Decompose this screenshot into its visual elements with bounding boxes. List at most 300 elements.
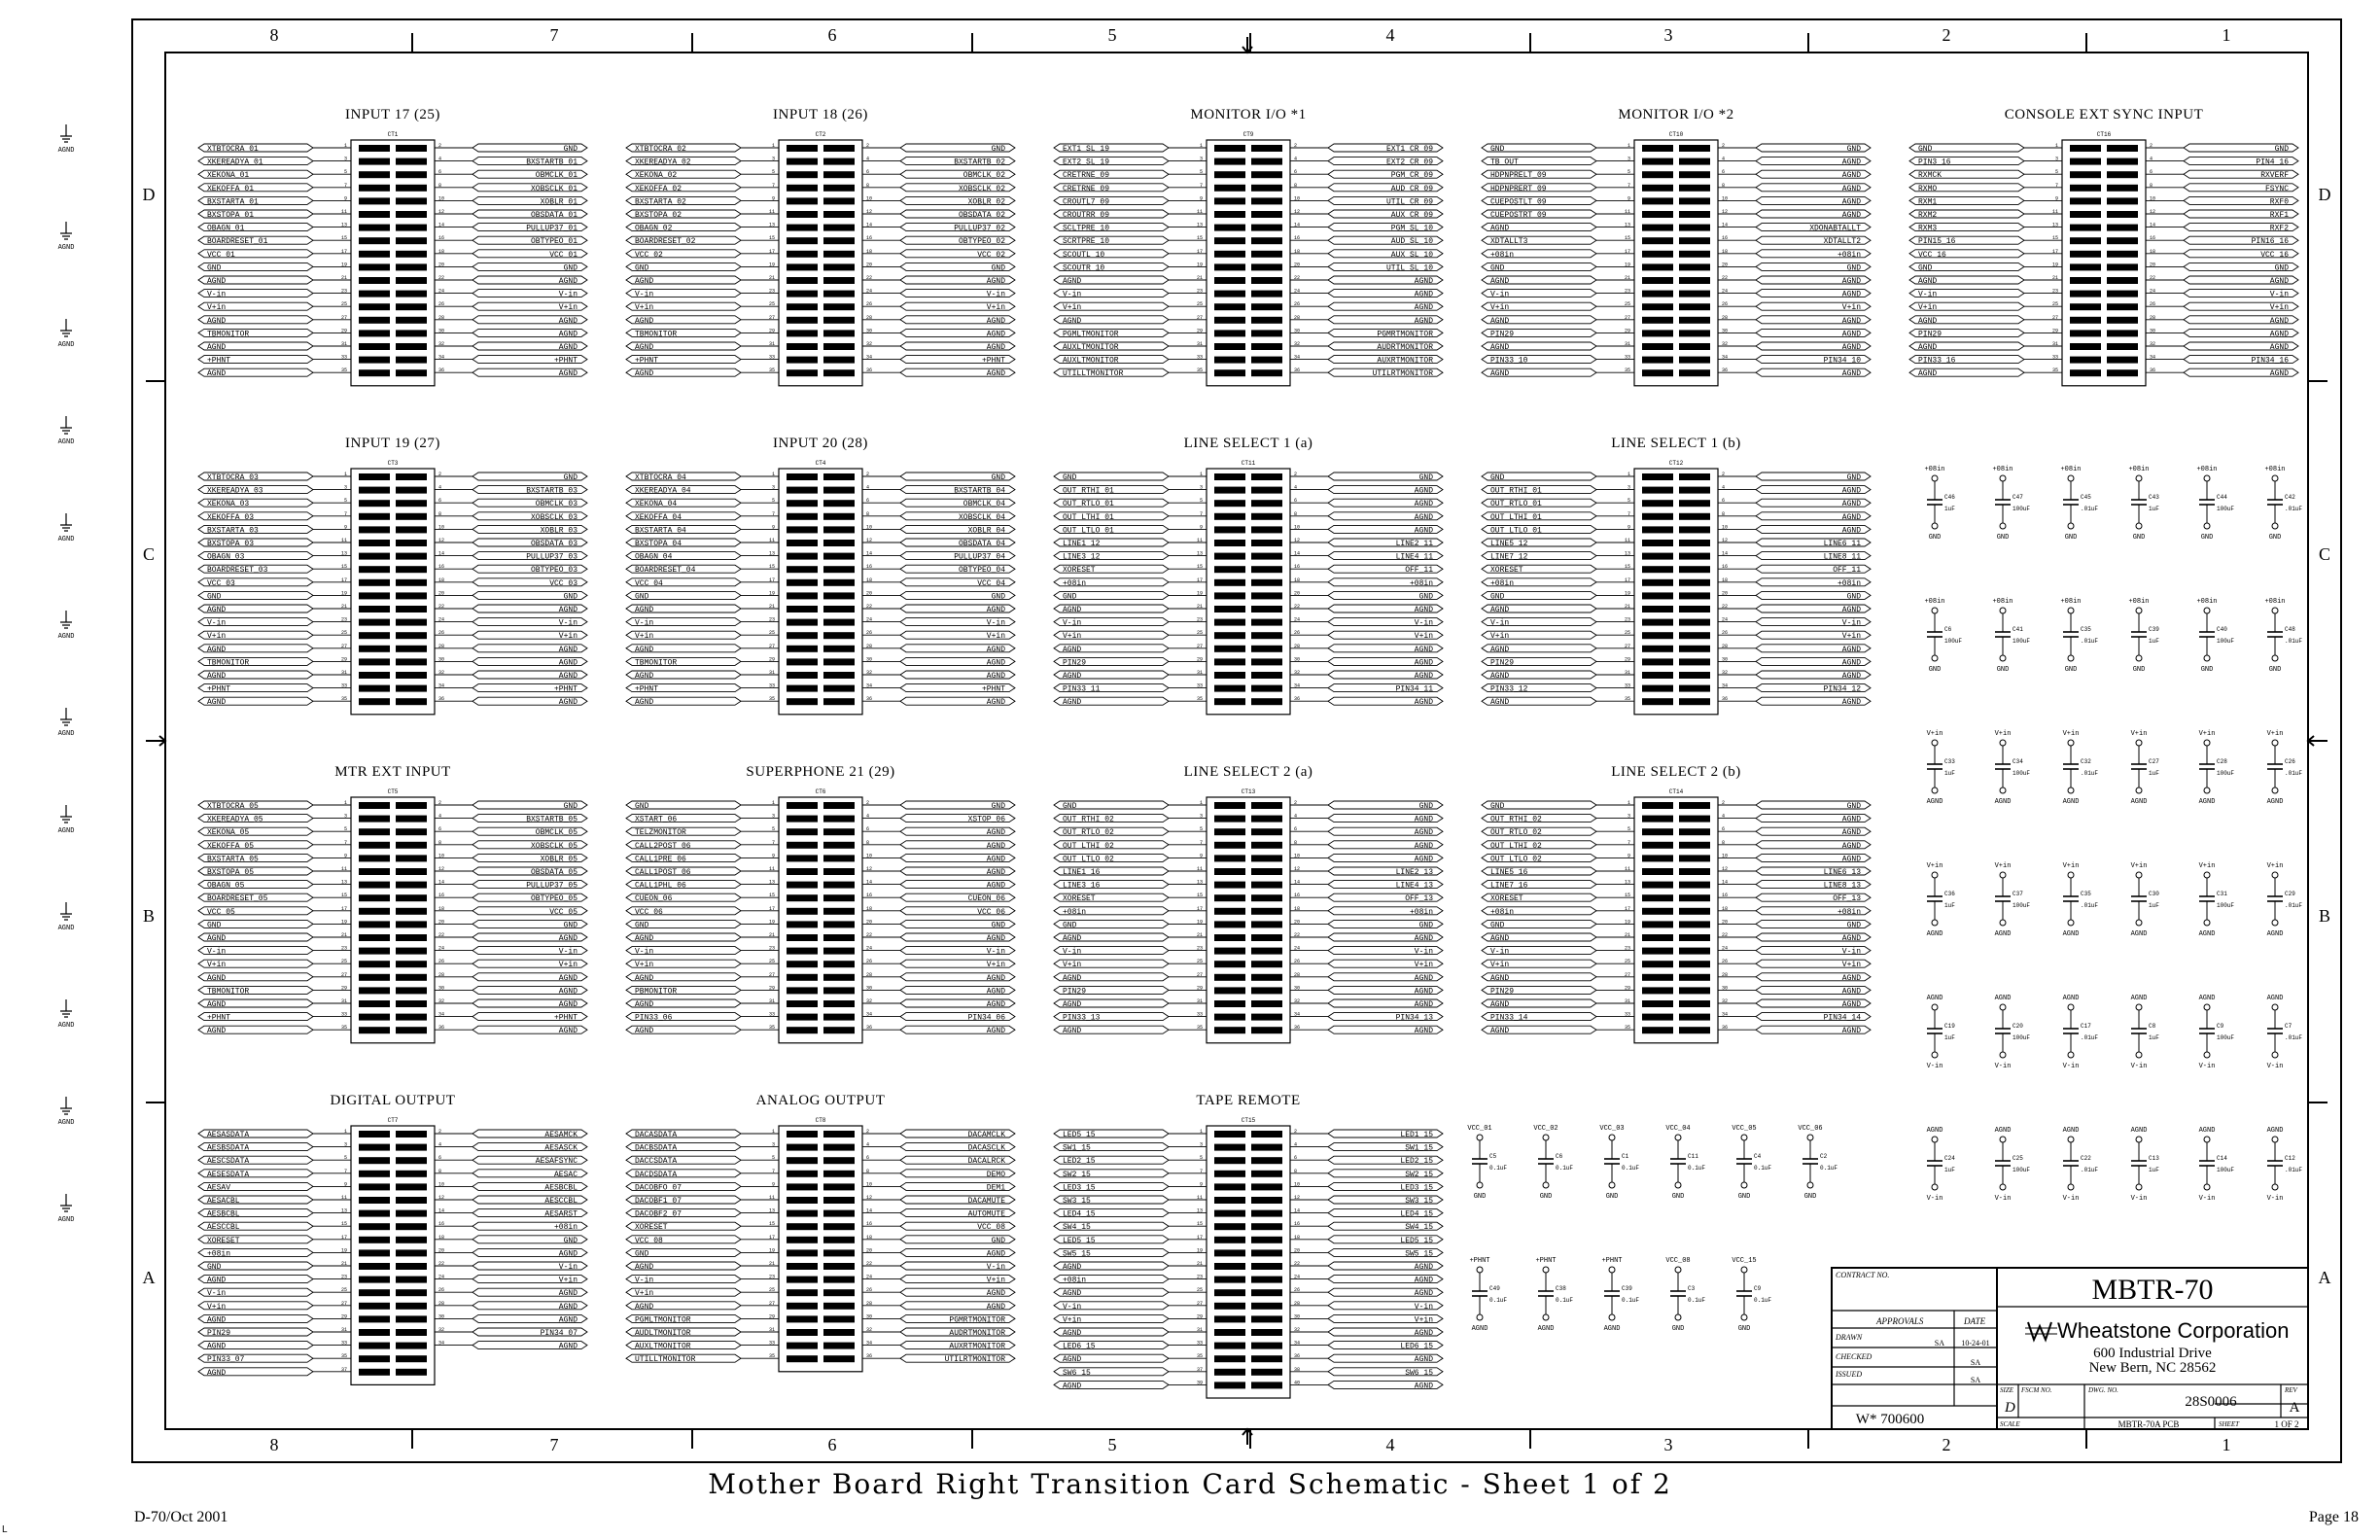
pin-pad	[396, 1210, 427, 1217]
pin-number: 35	[1196, 368, 1203, 374]
row-label-left: D	[142, 185, 156, 204]
net-label-right: OBSDATA_05	[530, 868, 578, 877]
cap-value: 0.1uF	[1622, 1165, 1640, 1172]
pin-pad	[1214, 1369, 1245, 1376]
pin-pad	[1251, 987, 1282, 994]
pin-number: 33	[1624, 682, 1630, 689]
pin-number: 9	[2054, 195, 2058, 202]
pin-number: 25	[340, 1287, 347, 1294]
pin-pad	[1251, 1014, 1282, 1021]
net-label-right: AGND	[1414, 486, 1433, 496]
footer-title: Mother Board Right Transition Card Schematic - Sheet 1 of 2	[708, 1468, 1672, 1500]
net-label-left: TBMONITOR	[207, 987, 250, 997]
net-label-left: XTBTOCRA_01	[207, 145, 259, 154]
net-label-right: AGND	[1841, 290, 1861, 299]
cap-top-net: VCC_06	[1798, 1125, 1823, 1133]
pin-number: 21	[340, 275, 347, 281]
pin-pad	[1251, 1343, 1282, 1349]
edge-ground-marker	[58, 416, 75, 446]
pin-pad	[396, 855, 427, 861]
connector-ref: CT6	[815, 788, 826, 795]
cap-bottom-net: AGND	[1471, 1325, 1488, 1333]
pin-pad	[787, 171, 818, 178]
pin-pad	[1214, 974, 1245, 981]
pin-pad	[1642, 553, 1673, 560]
pin-pad	[1642, 185, 1673, 192]
pin-pad	[396, 1144, 427, 1151]
net-label-left: AGND	[1490, 606, 1510, 614]
pin-pad	[359, 1277, 390, 1283]
net-label-right: LED3_15	[1400, 1183, 1433, 1193]
pin-pad	[823, 632, 855, 639]
net-label-left: BXSTOPA_04	[635, 540, 682, 548]
pin-number: 4	[866, 813, 870, 820]
pin-number: 20	[1294, 919, 1301, 926]
pin-number: 1	[343, 472, 347, 477]
pin-number: 30	[866, 1313, 873, 1320]
pin-pad	[1679, 842, 1710, 849]
cap-value: 0.1uF	[1820, 1165, 1838, 1172]
pin-number: 13	[340, 550, 347, 557]
pin-number: 16	[1294, 564, 1301, 571]
net-label-left: XSTART_06	[635, 815, 678, 824]
pin-number: 35	[2051, 368, 2058, 374]
pin-pad	[1679, 828, 1710, 835]
pin-number: 27	[1196, 314, 1203, 321]
net-label-right: AGND	[1414, 973, 1433, 983]
pin-pad	[1251, 632, 1282, 639]
pin-pad	[1251, 263, 1282, 270]
pin-pad	[1679, 251, 1710, 258]
net-label-right: AGND	[986, 841, 1005, 851]
pin-number: 2	[866, 800, 870, 806]
capacitor-group	[1467, 466, 2302, 1333]
pin-pad	[1642, 921, 1673, 928]
pin-pad	[1214, 987, 1245, 994]
net-label-right: FSYNC	[2264, 184, 2289, 193]
net-label-left: GND	[1490, 263, 1505, 273]
net-label-right: SW6_15	[1405, 1368, 1433, 1378]
pin-pad	[823, 1289, 855, 1296]
net-label-right: OBMCLK_02	[962, 171, 1005, 181]
pin-pad	[1251, 1183, 1282, 1190]
address-line-2: New Bern, NC 28562	[2088, 1360, 2217, 1376]
net-label-right: AGND	[1841, 197, 1861, 207]
cap-top-net: V+in	[1994, 730, 2012, 738]
net-label-left: XEKOFFA_05	[207, 841, 255, 851]
pin-number: 35	[340, 696, 347, 703]
pin-number: 30	[866, 328, 873, 334]
pin-pad	[823, 277, 855, 284]
pin-number: 13	[1196, 222, 1203, 228]
pin-pad	[823, 500, 855, 507]
pin-pad	[787, 1237, 818, 1243]
pin-pad	[823, 566, 855, 573]
pin-pad	[1214, 855, 1245, 861]
capacitor-c4	[1732, 1125, 1771, 1201]
pin-pad	[1251, 1369, 1282, 1376]
pin-pad	[1642, 658, 1673, 665]
svg-text:AGND: AGND	[57, 827, 75, 835]
pin-pad	[787, 948, 818, 955]
pin-pad	[1251, 1263, 1282, 1270]
pin-pad	[359, 513, 390, 520]
edge-ground-marker	[58, 611, 75, 641]
pin-number: 35	[340, 1353, 347, 1360]
pin-pad	[1251, 473, 1282, 480]
pin-pad	[359, 317, 390, 324]
cap-value: 100uF	[1944, 638, 1963, 645]
pin-number: 31	[1624, 998, 1630, 1004]
pin-pad	[359, 1315, 390, 1322]
pin-number: 34	[866, 682, 873, 689]
pin-number: 16	[1722, 892, 1729, 899]
pin-pad	[787, 855, 818, 861]
net-label-right: XOBSCLK_01	[530, 184, 578, 193]
pin-number: 28	[866, 1300, 873, 1307]
net-label-right: AGND	[1414, 1355, 1433, 1365]
pin-pad	[787, 685, 818, 692]
pin-number: 17	[768, 577, 775, 583]
pin-pad	[2070, 303, 2101, 310]
pin-pad	[1251, 1237, 1282, 1243]
pin-number: 35	[1196, 1353, 1203, 1360]
net-label-left: PIN29	[1490, 330, 1515, 339]
net-label-left: AGND	[635, 645, 654, 654]
pin-number: 2	[866, 143, 870, 149]
net-label-right: V+in	[1414, 961, 1433, 970]
net-label-right: GND	[1846, 145, 1861, 154]
pin-number: 24	[2150, 288, 2156, 295]
pin-pad	[787, 987, 818, 994]
pin-pad	[1642, 882, 1673, 889]
cap-ref: C11	[1688, 1153, 1698, 1160]
pin-pad	[396, 882, 427, 889]
cap-bottom-net: GND	[1605, 1193, 1619, 1201]
net-label-right: AUDRTMONITOR	[949, 1329, 1005, 1338]
cap-top-net: +PHNT	[1469, 1257, 1490, 1265]
pin-pad	[1642, 225, 1673, 231]
column-label-bottom: 5	[1107, 1435, 1117, 1454]
pin-pad	[1642, 698, 1673, 705]
net-label-left: SCLTPRE_10	[1063, 224, 1110, 233]
net-label-right: AUTOMUTE	[967, 1209, 1005, 1219]
pin-number: 33	[2051, 354, 2058, 361]
net-label-right: EXT2_CR_09	[1385, 158, 1433, 167]
net-label-left: XKEREADYA_05	[207, 815, 263, 824]
pin-pad	[1214, 948, 1245, 955]
pin-pad	[1251, 303, 1282, 310]
net-label-left: VCC_08	[635, 1236, 663, 1245]
net-label-right: AGND	[986, 606, 1005, 614]
net-label-right: AUD_CR_09	[1390, 184, 1433, 193]
pin-number: 14	[1294, 879, 1301, 886]
net-label-right: PULLUP37_01	[526, 224, 578, 233]
pin-number: 33	[340, 682, 347, 689]
pin-pad	[1642, 1027, 1673, 1033]
edge-ground-marker	[58, 999, 75, 1030]
pin-number: 4	[2150, 156, 2153, 162]
pin-pad	[1642, 868, 1673, 875]
net-label-left: EXT2_SL_19	[1063, 158, 1110, 167]
pin-pad	[787, 632, 818, 639]
cap-top-net: V+in	[2062, 862, 2080, 870]
net-label-left: XEKOFFA_01	[207, 184, 255, 193]
net-label-left: AGND	[1063, 606, 1082, 614]
pin-pad	[787, 185, 818, 192]
connector-ref: CT10	[1668, 131, 1684, 138]
pin-number: 14	[1294, 550, 1301, 557]
net-label-right: AGND	[986, 277, 1005, 286]
pin-pad	[396, 1131, 427, 1138]
column-label-top: 8	[269, 25, 279, 45]
pin-pad	[1679, 330, 1710, 336]
net-label-right: AGND	[1841, 934, 1861, 943]
net-label-right: AGND	[1414, 526, 1433, 536]
pin-number: 25	[2051, 301, 2058, 308]
cap-ref: C28	[2217, 758, 2227, 765]
pin-pad	[1679, 868, 1710, 875]
pin-pad	[823, 828, 855, 835]
pin-pad	[2107, 145, 2138, 152]
pin-pad	[1214, 1000, 1245, 1007]
net-label-left: V+in	[207, 303, 227, 313]
pin-number: 4	[1294, 156, 1298, 162]
pin-number: 7	[1199, 510, 1203, 517]
drawn-date: 10-24-01	[1961, 1339, 1990, 1348]
pin-pad	[1679, 606, 1710, 612]
cap-value: 100uF	[2217, 1034, 2235, 1041]
pin-number: 33	[340, 354, 347, 361]
cap-top-net: AGND	[1994, 995, 2012, 1002]
pin-pad	[1679, 1000, 1710, 1007]
pin-pad	[1251, 646, 1282, 652]
pin-pad	[823, 1171, 855, 1177]
pin-number: 23	[1196, 945, 1203, 952]
pin-pad	[1642, 816, 1673, 822]
pin-number: 5	[771, 169, 775, 176]
capacitor-c7	[2267, 995, 2303, 1070]
pin-pad	[1251, 1131, 1282, 1138]
pin-pad	[823, 263, 855, 270]
net-label-right: AGND	[1414, 316, 1433, 326]
capacitor-c5	[1467, 1125, 1507, 1201]
cap-value: 100uF	[2217, 902, 2235, 909]
pin-number: 14	[438, 222, 445, 228]
pin-pad	[2070, 317, 2101, 324]
edge-ground-marker	[58, 708, 75, 738]
cap-bottom-net: V-in	[1994, 1063, 2012, 1070]
cap-bottom-net: AGND	[2198, 798, 2216, 806]
net-label-left: AESCSDATA	[207, 1157, 250, 1167]
pin-pad	[1214, 579, 1245, 586]
net-label-left: V-in	[635, 290, 654, 299]
net-label-right: LED1_15	[1400, 1131, 1433, 1139]
pin-pad	[1642, 802, 1673, 809]
net-label-right: AGND	[986, 881, 1005, 891]
capacitor-c19	[1927, 995, 1956, 1070]
capacitor-c20	[1995, 995, 2031, 1070]
net-label-left: OUT_RTHI_01	[1490, 486, 1542, 496]
pin-pad	[787, 646, 818, 652]
net-label-left: AGND	[207, 1000, 227, 1009]
pin-pad	[396, 263, 427, 270]
pin-pad	[359, 1369, 390, 1376]
cap-bottom-net: AGND	[2130, 798, 2148, 806]
cap-bottom-net: V-in	[1926, 1063, 1943, 1070]
pin-number: 5	[771, 826, 775, 833]
net-label-right: LINE4_11	[1395, 552, 1433, 562]
pin-pad	[823, 145, 855, 152]
svg-text:AGND: AGND	[57, 147, 75, 155]
pin-pad	[396, 698, 427, 705]
pin-pad	[823, 317, 855, 324]
pin-pad	[1642, 579, 1673, 586]
net-label-left: AGND	[635, 1263, 654, 1272]
pin-pad	[787, 1289, 818, 1296]
pin-number: 3	[1199, 156, 1203, 162]
pin-number: 22	[2150, 275, 2156, 281]
footer-document-id: D-70/Oct 2001	[134, 1509, 228, 1525]
pin-number: 21	[1196, 275, 1203, 281]
cap-ref: C29	[2285, 891, 2295, 897]
net-label-right: PIN34_07	[540, 1329, 578, 1338]
cap-ref: C30	[2149, 891, 2159, 897]
net-label-right: V-in	[558, 947, 578, 957]
net-label-left: XDTALLT3	[1490, 237, 1528, 247]
pin-number: 16	[438, 1221, 445, 1228]
net-label-right: VCC_01	[549, 250, 578, 260]
pin-pad	[823, 842, 855, 849]
pin-number: 20	[438, 262, 445, 268]
capacitor-c30	[2131, 862, 2160, 938]
net-label-right: GND	[991, 473, 1005, 482]
pin-pad	[1251, 658, 1282, 665]
pin-number: 8	[1294, 1168, 1298, 1174]
pin-number: 6	[438, 1155, 442, 1162]
pin-pad	[1251, 1355, 1282, 1362]
column-label-top: 1	[2222, 25, 2231, 45]
net-label-left: AESACBL	[207, 1197, 240, 1206]
pin-number: 15	[2051, 235, 2058, 242]
pin-pad	[1679, 185, 1710, 192]
pin-number: 27	[2051, 314, 2058, 321]
pin-pad	[2070, 330, 2101, 336]
net-label-left: V-in	[207, 618, 227, 628]
pin-pad	[1214, 145, 1245, 152]
pin-pad	[359, 369, 390, 376]
pin-number: 28	[1294, 643, 1301, 649]
cap-ref: C22	[2081, 1155, 2091, 1162]
pin-pad	[396, 908, 427, 915]
cap-ref: C13	[2149, 1155, 2159, 1162]
net-label-right: GND	[563, 145, 578, 154]
net-label-right: AGND	[558, 973, 578, 983]
pin-number: 3	[771, 484, 775, 491]
pin-pad	[1251, 842, 1282, 849]
net-label-right: UTIL_CR_09	[1385, 197, 1433, 207]
pin-pad	[823, 974, 855, 981]
pin-pad	[1251, 487, 1282, 494]
net-label-right: AESASCK	[544, 1143, 578, 1153]
pin-number: 30	[1294, 985, 1301, 992]
pin-pad	[787, 1171, 818, 1177]
pin-number: 20	[438, 919, 445, 926]
net-label-right: V+in	[1841, 632, 1861, 642]
connector-ct3	[198, 436, 587, 715]
pin-number: 35	[340, 1025, 347, 1032]
pin-pad	[787, 658, 818, 665]
net-label-right: +PHNT	[553, 356, 578, 366]
cap-top-net: V+in	[1926, 862, 1943, 870]
cap-top-net: V+in	[1926, 730, 1943, 738]
pin-number: 1	[1199, 1129, 1203, 1135]
net-label-left: AGND	[207, 1342, 227, 1351]
column-label-bottom: 4	[1385, 1435, 1395, 1454]
connector-ct6	[626, 764, 1015, 1043]
capacitor-c28	[2199, 730, 2235, 806]
net-label-right: SW1_15	[1405, 1143, 1433, 1153]
pin-number: 31	[340, 341, 347, 347]
pin-pad	[1642, 197, 1673, 204]
pin-pad	[787, 277, 818, 284]
pin-number: 12	[1294, 209, 1301, 215]
net-label-left: OBAGN_03	[207, 552, 245, 562]
pin-number: 2	[438, 143, 442, 149]
pin-number: 16	[2150, 235, 2156, 242]
net-label-right: AGND	[986, 868, 1005, 877]
pin-pad	[1679, 921, 1710, 928]
net-label-right: AGND	[1414, 1276, 1433, 1285]
cap-top-net: V+in	[2130, 862, 2148, 870]
pin-number: 16	[866, 892, 873, 899]
net-label-left: DACOBF2_07	[635, 1209, 682, 1219]
capacitor-c1	[1599, 1125, 1639, 1201]
pin-number: 9	[1627, 524, 1630, 531]
cap-bottom-net: AGND	[2062, 930, 2080, 938]
net-label-right: UTILRTMONITOR	[944, 1355, 1005, 1365]
net-label-left: XEKONA_01	[207, 171, 250, 181]
pin-number: 21	[1624, 275, 1630, 281]
connector-ct15	[1054, 1093, 1443, 1398]
pin-number: 2	[1294, 472, 1298, 477]
net-label-right: GND	[991, 592, 1005, 602]
cap-bottom-net: GND	[1803, 1193, 1817, 1201]
net-label-right: V-in	[986, 947, 1005, 957]
net-label-left: AGND	[207, 1315, 227, 1325]
net-label-left: +08in	[1063, 578, 1087, 588]
pin-number: 7	[771, 1168, 775, 1174]
pin-pad	[396, 211, 427, 218]
pin-number: 18	[438, 1234, 445, 1241]
net-label-left: XORESET	[207, 1236, 240, 1245]
cap-ref: C33	[1944, 758, 1955, 765]
pin-number: 19	[1624, 262, 1630, 268]
pin-pad	[1642, 934, 1673, 941]
pin-pad	[1642, 632, 1673, 639]
pin-number: 7	[771, 839, 775, 846]
net-label-left: AGND	[1063, 1027, 1082, 1036]
pin-number: 9	[343, 853, 347, 859]
net-label-right: AGND	[986, 316, 1005, 326]
pin-pad	[1642, 369, 1673, 376]
pin-pad	[823, 171, 855, 178]
pin-pad	[1642, 251, 1673, 258]
pin-pad	[396, 1027, 427, 1033]
pin-number: 19	[1624, 919, 1630, 926]
pin-pad	[823, 934, 855, 941]
pin-pad	[823, 987, 855, 994]
